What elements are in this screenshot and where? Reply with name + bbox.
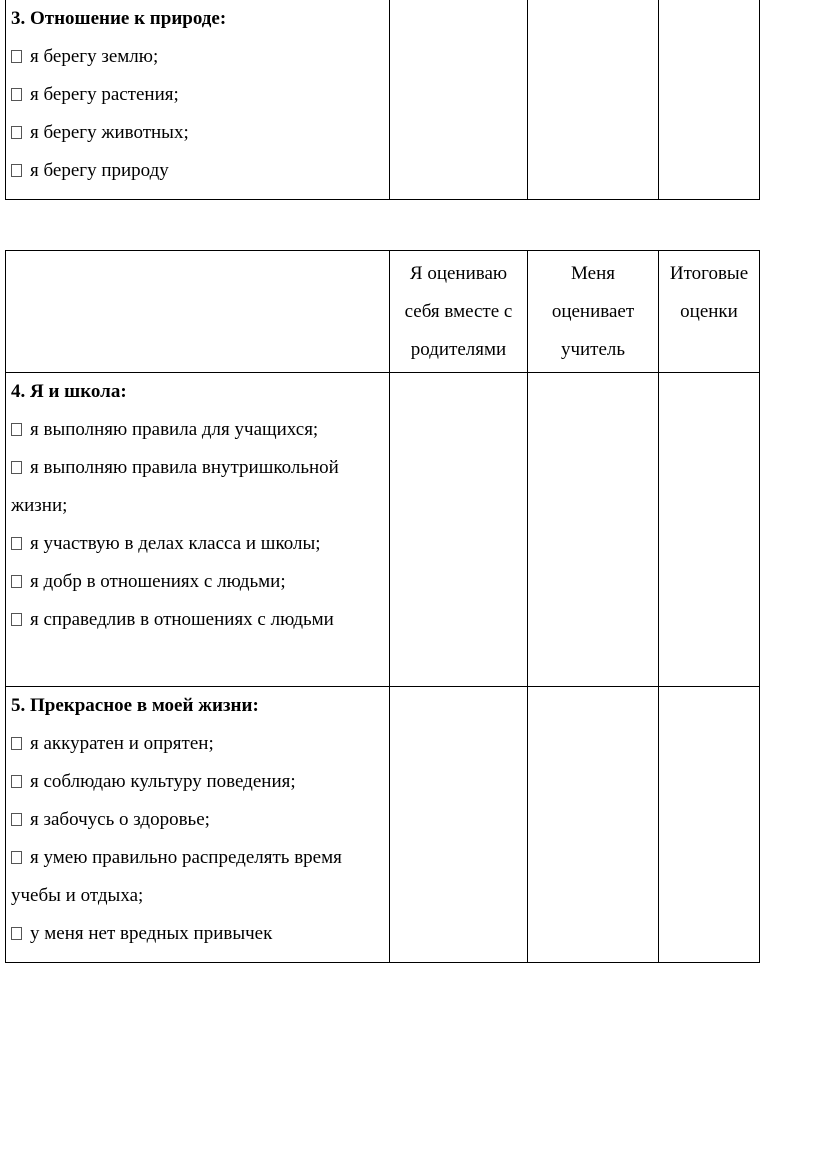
- checkbox-icon: [11, 813, 22, 826]
- checkbox-icon: [11, 461, 22, 474]
- list-item: у меня нет вредных привычек: [11, 915, 383, 953]
- header-blank-cell: [6, 251, 390, 373]
- topic-title: 3. Отношение к природе:: [11, 8, 227, 29]
- checkbox-icon: [11, 613, 22, 626]
- topic-cell-beauty: [6, 687, 390, 963]
- list-item: я берегу природу: [11, 152, 383, 190]
- checkbox-icon: [11, 423, 22, 436]
- self-assessment-cell[interactable]: [390, 373, 528, 687]
- list-item: я забочусь о здоровье;: [11, 801, 383, 839]
- list-item: я выполняю правила внутришкольной жизни;: [11, 457, 339, 516]
- checkbox-icon: [11, 50, 22, 63]
- assessment-table-school: [5, 250, 760, 963]
- list-item: я участвую в делах класса и школы;: [11, 525, 383, 563]
- checkbox-icon: [11, 88, 22, 101]
- topic-cell-school: [6, 373, 390, 687]
- header-teacher: Меня оценивает учитель: [528, 251, 659, 373]
- checkbox-icon: [11, 126, 22, 139]
- table-header-row: [6, 251, 760, 373]
- teacher-assessment-cell[interactable]: [528, 0, 659, 200]
- table-row: [6, 0, 760, 200]
- header-final: Итоговые оценки: [659, 251, 760, 373]
- checkbox-icon: [11, 927, 22, 940]
- checkbox-icon: [11, 164, 22, 177]
- list-item: я аккуратен и опрятен;: [11, 725, 383, 763]
- topic-title: 5. Прекрасное в моей жизни:: [11, 695, 259, 716]
- teacher-assessment-cell[interactable]: [528, 687, 659, 963]
- topic-cell-nature: [6, 0, 390, 200]
- list-item: я умею правильно распределять время учебы и отдыха;: [11, 847, 342, 906]
- self-assessment-cell[interactable]: [390, 687, 528, 963]
- checkbox-icon: [11, 537, 22, 550]
- list-item: я соблюдаю культуру поведения;: [11, 763, 383, 801]
- list-item: я берегу землю;: [11, 38, 383, 76]
- final-grade-cell[interactable]: [659, 373, 760, 687]
- checkbox-icon: [11, 851, 22, 864]
- self-assessment-cell[interactable]: [390, 0, 528, 200]
- table-row: [6, 373, 760, 687]
- teacher-assessment-cell[interactable]: [528, 373, 659, 687]
- final-grade-cell[interactable]: [659, 687, 760, 963]
- topic-title: 4. Я и школа:: [11, 381, 127, 402]
- final-grade-cell[interactable]: [659, 0, 760, 200]
- checkbox-icon: [11, 775, 22, 788]
- list-item: я добр в отношениях с людьми;: [11, 563, 383, 601]
- checkbox-icon: [11, 737, 22, 750]
- table-row: [6, 687, 760, 963]
- header-self-parents: Я оцениваю себя вместе с родителями: [390, 251, 528, 373]
- checkbox-icon: [11, 575, 22, 588]
- list-item: я берегу животных;: [11, 114, 383, 152]
- assessment-table-nature: [5, 0, 760, 200]
- list-item: я берегу растения;: [11, 76, 383, 114]
- list-item: я справедлив в отношениях с людьми: [11, 601, 383, 639]
- list-item: я выполняю правила для учащихся;: [11, 411, 383, 449]
